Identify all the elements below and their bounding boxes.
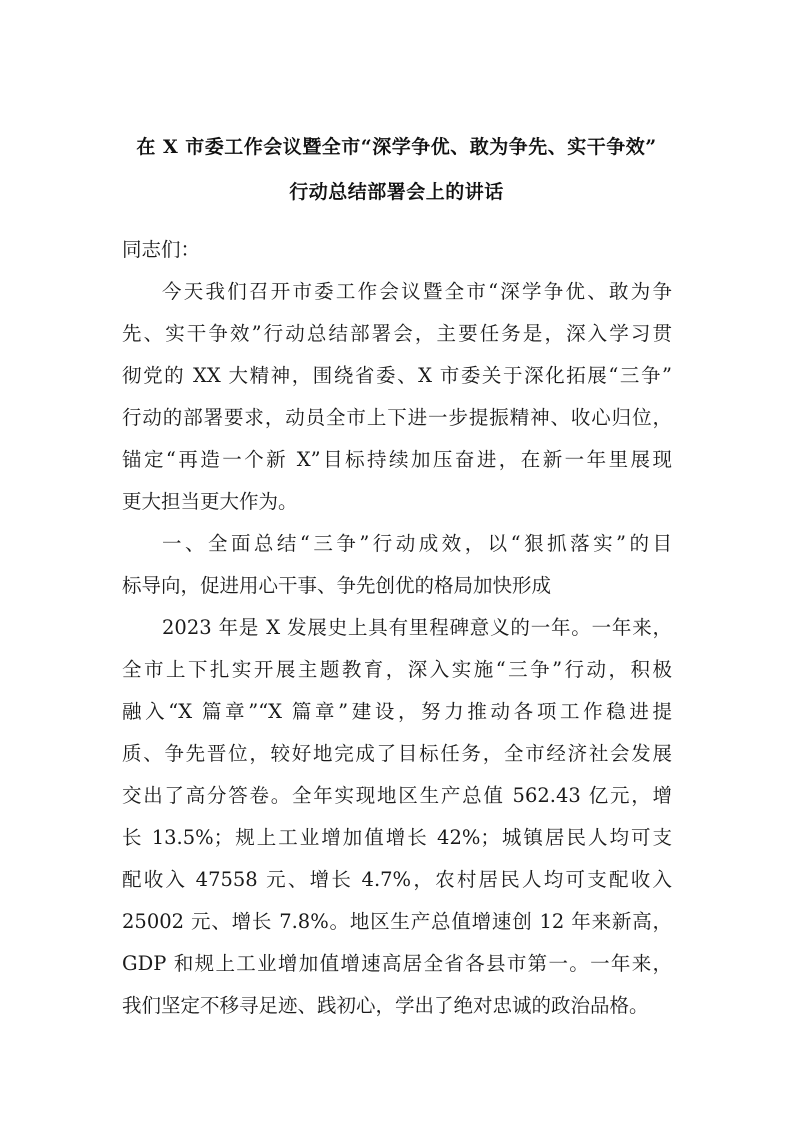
paragraph-3-line-9: GDP 和规上工业增加值增速高居全省各县市第一。一年来， [122, 952, 672, 975]
paragraph-1-line-6: 更大担当更大作为。 [122, 490, 298, 513]
paragraph-3-line-4: 质、争先晋位，较好地完成了目标任务，全市经济社会发展 [122, 742, 672, 765]
paragraph-3-line-5: 交出了高分答卷。全年实现地区生产总值 562.43 亿元，增 [122, 784, 672, 807]
paragraph-1-line-5: 锚定“再造一个新 X”目标持续加压奋进，在新一年里展现 [122, 448, 672, 471]
paragraph-1-line-1: 今天我们召开市委工作会议暨全市“深学争优、敢为争 [162, 280, 672, 303]
section-heading-line-1: 一、全面总结“三争”行动成效，以“狠抓落实”的目 [162, 532, 672, 555]
paragraph-3-line-8: 25002 元、增长 7.8%。地区生产总值增速创 12 年来新高， [122, 910, 672, 933]
paragraph-3-line-2: 全市上下扎实开展主题教育，深入实施“三争”行动，积极 [122, 658, 672, 681]
paragraph-1-line-3: 彻党的 XX 大精神，围绕省委、X 市委关于深化拓展“三争” [122, 364, 672, 387]
document-title-line-2: 行动总结部署会上的讲话 [289, 181, 504, 203]
paragraph-1-line-2: 先、实干争效”行动总结部署会，主要任务是，深入学习贯 [122, 322, 672, 345]
salutation: 同志们： [122, 238, 201, 261]
section-heading-line-2: 标导向，促进用心干事、争先创优的格局加快形成 [122, 574, 552, 597]
paragraph-3-line-10: 我们坚定不移寻足迹、践初心，学出了绝对忠诚的政治品格。 [122, 994, 649, 1017]
paragraph-3-line-1: 2023 年是 X 发展史上具有里程碑意义的一年。一年来， [162, 616, 672, 639]
document-title-line-1: 在 X 市委工作会议暨全市“深学争优、敢为争先、实干争效” [136, 136, 657, 158]
paragraph-3-line-7: 配收入 47558 元、增长 4.7%，农村居民人均可支配收入 [122, 868, 672, 891]
paragraph-3-line-6: 长 13.5%；规上工业增加值增长 42%；城镇居民人均可支 [122, 826, 672, 849]
paragraph-1-line-4: 行动的部署要求，动员全市上下进一步提振精神、收心归位， [122, 406, 672, 429]
paragraph-3-line-3: 融入“X 篇章”“X 篇章”建设，努力推动各项工作稳进提 [122, 700, 672, 723]
